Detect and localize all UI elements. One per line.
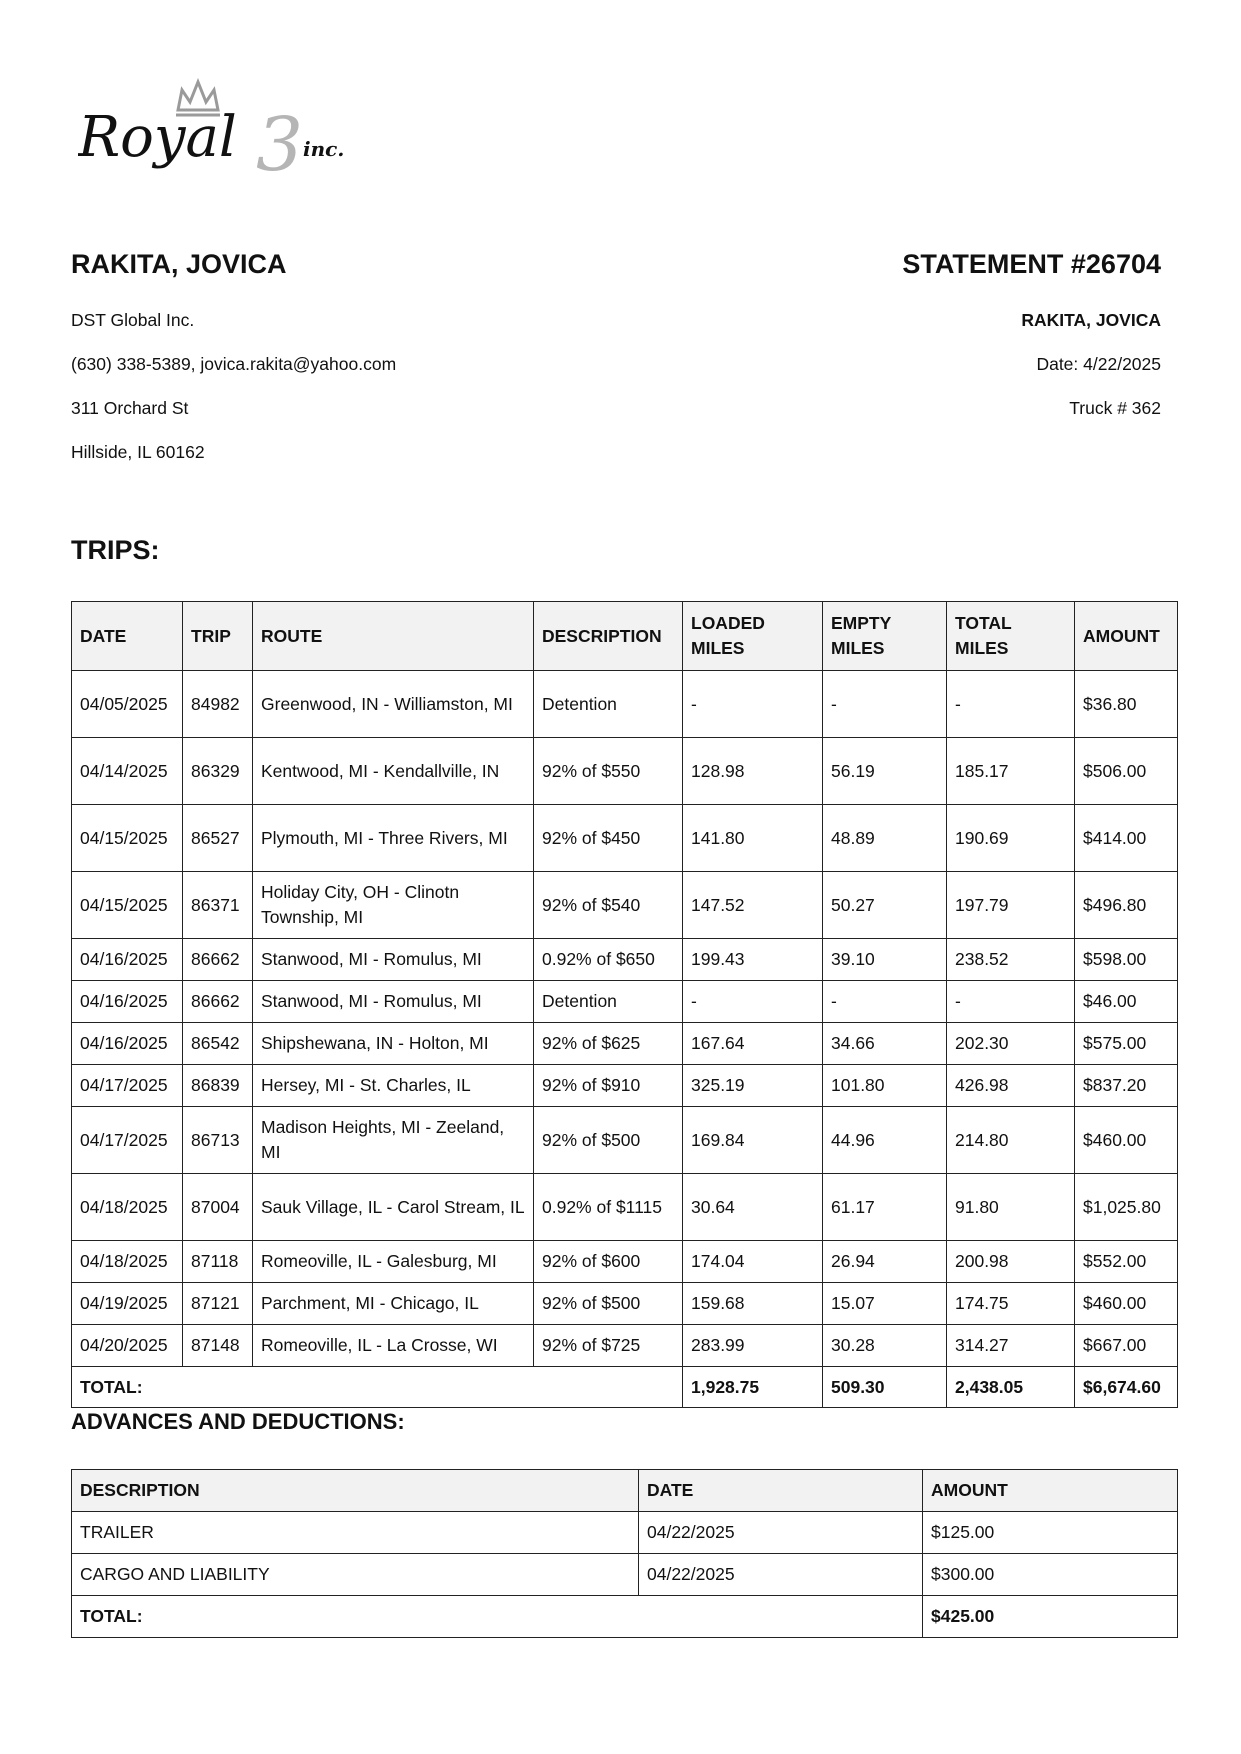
trip-cell-description: 92% of $550 (534, 738, 683, 805)
trip-cell-description: 92% of $600 (534, 1241, 683, 1283)
trip-row (72, 981, 1178, 1023)
trip-row (72, 872, 1178, 939)
logo-word: Royal (78, 105, 237, 170)
trip-cell-date: 04/15/2025 (72, 872, 183, 939)
trip-cell-trip: 86329 (183, 738, 253, 805)
trip-cell-empty: 61.17 (823, 1174, 947, 1241)
trip-cell-loaded: 159.68 (683, 1283, 823, 1325)
driver-contact: (630) 338-5389, jovica.rakita@yahoo.com (71, 354, 397, 375)
trip-cell-empty: 26.94 (823, 1241, 947, 1283)
trip-cell-total: 190.69 (947, 805, 1075, 872)
trip-cell-empty: 34.66 (823, 1023, 947, 1065)
trip-cell-amount: $575.00 (1075, 1023, 1178, 1065)
royal3-logo-graphic (78, 78, 388, 188)
trip-row (72, 805, 1178, 872)
trip-row (72, 1065, 1178, 1107)
driver-name: RAKITA, JOVICA (71, 249, 287, 279)
trip-cell-loaded: 30.64 (683, 1174, 823, 1241)
col-header-description: DESCRIPTION (534, 602, 683, 671)
driver-info (71, 248, 591, 474)
trip-cell-description: 92% of $725 (534, 1325, 683, 1367)
company-logo (78, 78, 388, 188)
trip-cell-description: 0.92% of $1115 (534, 1174, 683, 1241)
trip-row (72, 671, 1178, 738)
trip-cell-trip: 87148 (183, 1325, 253, 1367)
col-header-amount: AMOUNT (923, 1470, 1178, 1512)
statement-truck: Truck # 362 (1069, 398, 1161, 419)
trip-cell-loaded: 174.04 (683, 1241, 823, 1283)
trip-cell-total: 214.80 (947, 1107, 1075, 1174)
col-header-empty-miles: EMPTY MILES (823, 602, 947, 671)
trip-cell-route: Romeoville, IL - Galesburg, MI (253, 1241, 534, 1283)
col-header-trip: TRIP (183, 602, 253, 671)
deduction-cell-date: 04/22/2025 (639, 1554, 923, 1596)
trip-cell-route: Madison Heights, MI - Zeeland, MI (253, 1107, 534, 1174)
trip-cell-date: 04/18/2025 (72, 1241, 183, 1283)
trip-cell-amount: $36.80 (1075, 671, 1178, 738)
trip-cell-description: 92% of $450 (534, 805, 683, 872)
driver-address-line2: Hillside, IL 60162 (71, 442, 205, 463)
trip-cell-date: 04/20/2025 (72, 1325, 183, 1367)
deductions-table (71, 1469, 1178, 1638)
trip-cell-date: 04/17/2025 (72, 1065, 183, 1107)
logo-numeral: 3 (256, 102, 304, 188)
trip-cell-route: Sauk Village, IL - Carol Stream, IL (253, 1174, 534, 1241)
deduction-cell-description: CARGO AND LIABILITY (72, 1554, 639, 1596)
trip-cell-total: 426.98 (947, 1065, 1075, 1107)
deductions-total-row (72, 1596, 1178, 1638)
trip-cell-date: 04/05/2025 (72, 671, 183, 738)
trip-cell-total: 314.27 (947, 1325, 1075, 1367)
col-header-date: DATE (72, 602, 183, 671)
trip-row (72, 939, 1178, 981)
trip-cell-loaded: 167.64 (683, 1023, 823, 1065)
driver-company: DST Global Inc. (71, 310, 195, 331)
statement-title: STATEMENT #26704 (902, 249, 1161, 279)
trip-cell-amount: $837.20 (1075, 1065, 1178, 1107)
statement-name: RAKITA, JOVICA (1021, 310, 1161, 331)
trip-row (72, 1174, 1178, 1241)
trips-table (71, 601, 1178, 1408)
trip-cell-total: 91.80 (947, 1174, 1075, 1241)
col-header-description: DESCRIPTION (72, 1470, 639, 1512)
trip-cell-route: Stanwood, MI - Romulus, MI (253, 939, 534, 981)
trip-cell-amount: $667.00 (1075, 1325, 1178, 1367)
trip-cell-trip: 86527 (183, 805, 253, 872)
trip-cell-description: 92% of $625 (534, 1023, 683, 1065)
col-header-total-miles: TOTAL MILES (947, 602, 1075, 671)
trip-row (72, 1283, 1178, 1325)
trip-cell-empty: 101.80 (823, 1065, 947, 1107)
col-header-route: ROUTE (253, 602, 534, 671)
trip-cell-amount: $414.00 (1075, 805, 1178, 872)
trip-cell-trip: 86662 (183, 981, 253, 1023)
trip-cell-description: 92% of $910 (534, 1065, 683, 1107)
logo-suffix: inc. (303, 137, 345, 161)
trip-cell-route: Stanwood, MI - Romulus, MI (253, 981, 534, 1023)
trip-cell-total: 202.30 (947, 1023, 1075, 1065)
trip-cell-description: 0.92% of $650 (534, 939, 683, 981)
trip-cell-date: 04/16/2025 (72, 981, 183, 1023)
trip-cell-trip: 87118 (183, 1241, 253, 1283)
trip-cell-trip: 86839 (183, 1065, 253, 1107)
trip-cell-loaded: 169.84 (683, 1107, 823, 1174)
trip-cell-total: - (947, 671, 1075, 738)
trip-cell-loaded: 199.43 (683, 939, 823, 981)
trip-cell-empty: 30.28 (823, 1325, 947, 1367)
trip-cell-trip: 86371 (183, 872, 253, 939)
trip-cell-amount: $552.00 (1075, 1241, 1178, 1283)
statement-date: Date: 4/22/2025 (1036, 354, 1161, 375)
trips-total-amount: $6,674.60 (1075, 1367, 1178, 1408)
trip-cell-amount: $460.00 (1075, 1283, 1178, 1325)
trip-cell-amount: $46.00 (1075, 981, 1178, 1023)
col-header-loaded-miles: LOADED MILES (683, 602, 823, 671)
trips-total-empty: 509.30 (823, 1367, 947, 1408)
trip-cell-trip: 86713 (183, 1107, 253, 1174)
trip-cell-loaded: 147.52 (683, 872, 823, 939)
col-header-date: DATE (639, 1470, 923, 1512)
trip-cell-empty: - (823, 671, 947, 738)
trip-cell-description: 92% of $540 (534, 872, 683, 939)
trip-cell-amount: $506.00 (1075, 738, 1178, 805)
trip-cell-empty: 56.19 (823, 738, 947, 805)
trip-cell-date: 04/16/2025 (72, 1023, 183, 1065)
trip-cell-total: 238.52 (947, 939, 1075, 981)
deductions-total-label: TOTAL: (72, 1596, 923, 1638)
trip-cell-route: Plymouth, MI - Three Rivers, MI (253, 805, 534, 872)
trip-cell-description: Detention (534, 671, 683, 738)
trip-cell-trip: 87004 (183, 1174, 253, 1241)
trip-row (72, 738, 1178, 805)
trip-cell-loaded: 283.99 (683, 1325, 823, 1367)
trip-cell-amount: $1,025.80 (1075, 1174, 1178, 1241)
trip-cell-total: 197.79 (947, 872, 1075, 939)
trip-row (72, 1241, 1178, 1283)
trip-cell-total: - (947, 981, 1075, 1023)
deduction-cell-amount: $125.00 (923, 1512, 1178, 1554)
trips-heading: TRIPS: (71, 535, 160, 565)
deductions-header-row (72, 1470, 1178, 1512)
trip-row (72, 1023, 1178, 1065)
trip-cell-route: Romeoville, IL - La Crosse, WI (253, 1325, 534, 1367)
trip-cell-total: 185.17 (947, 738, 1075, 805)
trip-row (72, 1325, 1178, 1367)
col-header-amount: AMOUNT (1075, 602, 1178, 671)
trip-cell-description: 92% of $500 (534, 1107, 683, 1174)
trip-cell-empty: 50.27 (823, 872, 947, 939)
trip-cell-route: Kentwood, MI - Kendallville, IN (253, 738, 534, 805)
deduction-cell-amount: $300.00 (923, 1554, 1178, 1596)
trip-cell-date: 04/15/2025 (72, 805, 183, 872)
deductions-total-amount: $425.00 (923, 1596, 1178, 1638)
trip-cell-route: Parchment, MI - Chicago, IL (253, 1283, 534, 1325)
trip-cell-route: Holiday City, OH - Clinotn Township, MI (253, 872, 534, 939)
deduction-cell-description: TRAILER (72, 1512, 639, 1554)
trip-cell-date: 04/16/2025 (72, 939, 183, 981)
trip-cell-description: 92% of $500 (534, 1283, 683, 1325)
trip-cell-description: Detention (534, 981, 683, 1023)
trip-cell-route: Greenwood, IN - Williamston, MI (253, 671, 534, 738)
statement-info (641, 248, 1161, 430)
driver-address-line1: 311 Orchard St (71, 398, 189, 419)
deduction-row (72, 1554, 1178, 1596)
trip-cell-date: 04/18/2025 (72, 1174, 183, 1241)
trip-cell-trip: 86542 (183, 1023, 253, 1065)
trips-total-miles: 2,438.05 (947, 1367, 1075, 1408)
trip-cell-loaded: - (683, 981, 823, 1023)
trip-cell-trip: 86662 (183, 939, 253, 981)
trip-cell-date: 04/14/2025 (72, 738, 183, 805)
trip-cell-trip: 87121 (183, 1283, 253, 1325)
trip-cell-amount: $496.80 (1075, 872, 1178, 939)
trip-cell-amount: $460.00 (1075, 1107, 1178, 1174)
trip-cell-empty: 39.10 (823, 939, 947, 981)
trip-cell-amount: $598.00 (1075, 939, 1178, 981)
deduction-cell-date: 04/22/2025 (639, 1512, 923, 1554)
deductions-heading: ADVANCES AND DEDUCTIONS: (71, 1409, 405, 1434)
trip-cell-loaded: - (683, 671, 823, 738)
trip-cell-loaded: 128.98 (683, 738, 823, 805)
trip-cell-total: 200.98 (947, 1241, 1075, 1283)
trip-cell-loaded: 141.80 (683, 805, 823, 872)
trip-cell-date: 04/17/2025 (72, 1107, 183, 1174)
trip-cell-empty: - (823, 981, 947, 1023)
trip-cell-empty: 44.96 (823, 1107, 947, 1174)
trips-total-loaded: 1,928.75 (683, 1367, 823, 1408)
trip-cell-total: 174.75 (947, 1283, 1075, 1325)
trip-cell-empty: 48.89 (823, 805, 947, 872)
trip-cell-trip: 84982 (183, 671, 253, 738)
deduction-row (72, 1512, 1178, 1554)
trip-cell-route: Hersey, MI - St. Charles, IL (253, 1065, 534, 1107)
trip-row (72, 1107, 1178, 1174)
trip-cell-empty: 15.07 (823, 1283, 947, 1325)
trips-total-row (72, 1367, 1178, 1408)
trip-cell-date: 04/19/2025 (72, 1283, 183, 1325)
trip-cell-loaded: 325.19 (683, 1065, 823, 1107)
trips-total-label: TOTAL: (72, 1367, 683, 1408)
trips-header-row (72, 602, 1178, 671)
trip-cell-route: Shipshewana, IN - Holton, MI (253, 1023, 534, 1065)
